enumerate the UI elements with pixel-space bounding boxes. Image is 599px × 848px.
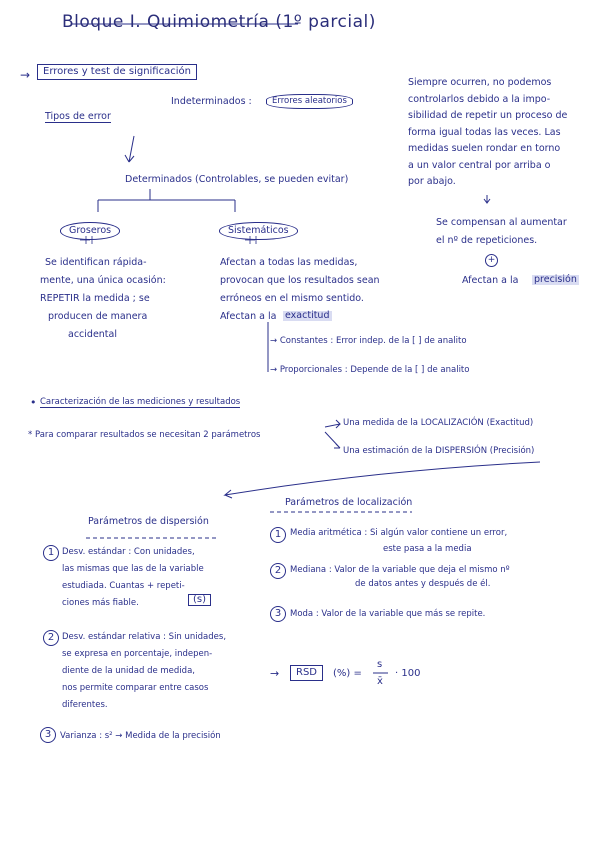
afectan-precision-label: Afectan a la — [462, 275, 519, 286]
groseros-line: accidental — [68, 329, 117, 340]
plus-circle-icon: + — [485, 254, 498, 267]
rsd-equals: (%) = — [333, 668, 362, 679]
caracterizacion-heading: Caracterización de las mediciones y resultados — [40, 397, 241, 407]
constantes-line: → Constantes : Error indep. de la [ ] de analito — [270, 336, 467, 346]
rsd-multiplier: · 100 — [395, 668, 421, 679]
groseros-line: Se identifican rápida- — [45, 257, 147, 268]
compensan-line: Se compensan al aumentar — [436, 217, 567, 228]
loc-item-line: Mediana : Valor de la variable que deja el mismo nº — [290, 565, 510, 575]
sist-line: provocan que los resultados sean — [220, 275, 380, 286]
loc-item-line: este pasa a la media — [383, 544, 472, 554]
rsd-denominator: x̄ — [377, 676, 383, 687]
disp-item-line: Desv. estándar : Con unidades, — [62, 547, 195, 557]
rsd-box: RSD — [290, 665, 323, 681]
loc-item-line: Media aritmética : Si algún valor contiene un error, — [290, 528, 508, 538]
localizacion-heading: Parámetros de localización — [285, 497, 413, 508]
comparar-line: * Para comparar resultados se necesitan 2 parámetros — [28, 430, 261, 440]
page-title: Bloque I. Quimiometría (1º parcial) — [62, 12, 376, 32]
indeterminados-label: Indeterminados : — [171, 96, 252, 107]
number-circle-icon: 2 — [43, 630, 59, 646]
proporcionales-line: → Proporcionales : Depende de la [ ] de analito — [270, 365, 470, 375]
precision-highlight: precisión — [534, 274, 577, 285]
tipos-error-label: Tipos de error — [45, 111, 111, 122]
sistematicos-oval: Sistemáticos — [219, 222, 298, 240]
desc-line: Siempre ocurren, no podemos — [408, 77, 552, 88]
rsd-arrow: → — [270, 667, 280, 680]
disp-item-line: nos permite comparar entre casos — [62, 683, 209, 693]
loc-item-line: Moda : Valor de la variable que más se repite. — [290, 609, 486, 619]
number-circle-icon: 1 — [270, 527, 286, 543]
desc-line: a un valor central por arriba o — [408, 160, 551, 171]
number-circle-icon: 3 — [270, 606, 286, 622]
groseros-line: mente, una única ocasión: — [40, 275, 166, 286]
disp-item-line: se expresa en porcentaje, indepen- — [62, 649, 213, 659]
compensan-line: el nº de repeticiones. — [436, 235, 538, 246]
disp-item-line: ciones más fiable. — [62, 598, 139, 608]
dispersion-heading: Parámetros de dispersión — [88, 516, 209, 527]
bullet-icon: • — [30, 396, 37, 409]
localizacion-line: Una medida de la LOCALIZACIÓN (Exactitud) — [343, 418, 534, 428]
s-symbol-box: (s) — [188, 594, 211, 606]
number-circle-icon: 2 — [270, 563, 286, 579]
loc-item-line: de datos antes y después de él. — [355, 579, 491, 589]
desc-line: forma igual todas las veces. Las — [408, 127, 561, 138]
groseros-oval: Groseros — [60, 222, 120, 240]
groseros-line: REPETIR la medida ; se — [40, 293, 150, 304]
sist-line: Afectan a la — [220, 311, 277, 322]
disp-item-line: diente de la unidad de medida, — [62, 666, 195, 676]
desc-line: sibilidad de repetir un proceso de — [408, 110, 568, 121]
disp-item-line: Varianza : s² → Medida de la precisión — [60, 731, 221, 741]
dispersion-line: Una estimación de la DISPERSIÓN (Precisión) — [343, 446, 535, 456]
sist-line: erróneos en el mismo sentido. — [220, 293, 364, 304]
exactitud-highlight: exactitud — [285, 310, 330, 321]
disp-item-line: estudiada. Cuantas + repeti- — [62, 581, 185, 591]
section-heading-errores: Errores y test de significación — [37, 64, 197, 80]
determinados-label: Determinados (Controlables, se pueden evitar) — [125, 174, 349, 185]
desc-line: controlarlos debido a la impo- — [408, 94, 551, 105]
errores-aleatorios-oval: Errores aleatorios — [266, 94, 353, 109]
arrow-icon: → — [20, 68, 31, 82]
number-circle-icon: 3 — [40, 727, 56, 743]
groseros-line: producen de manera — [48, 311, 148, 322]
number-circle-icon: 1 — [43, 545, 59, 561]
disp-item-line: Desv. estándar relativa : Sin unidades, — [62, 632, 227, 642]
disp-item-line: las mismas que las de la variable — [62, 564, 204, 574]
disp-item-line: diferentes. — [62, 700, 108, 710]
desc-line: por abajo. — [408, 176, 456, 187]
desc-line: medidas suelen rondar en torno — [408, 143, 561, 154]
sist-line: Afectan a todas las medidas, — [220, 257, 358, 268]
rsd-numerator: s — [377, 659, 383, 670]
